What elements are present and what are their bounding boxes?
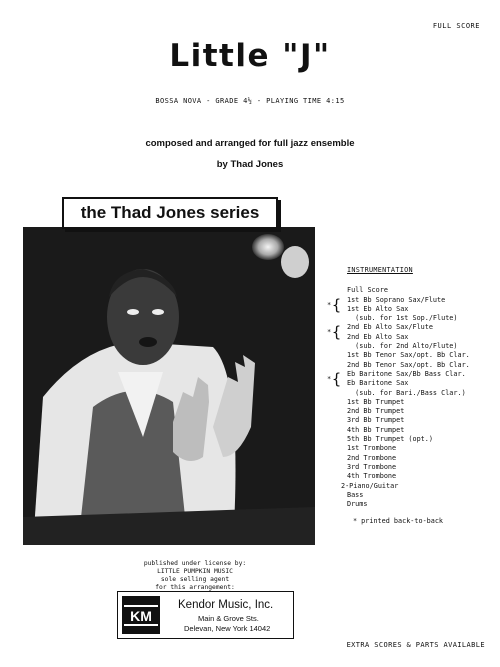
instrument-item: Bass xyxy=(347,490,364,499)
series-label: the Thad Jones series xyxy=(62,197,278,229)
instrument-item: 1st Eb Alto Sax xyxy=(347,304,409,313)
instrument-item: 1st Trombone xyxy=(347,444,397,453)
instrumentation-list xyxy=(327,266,497,527)
instrument-item: * { 1st Bb Soprano Sax/Flute xyxy=(327,295,446,314)
licensor-name: LITTLE PUMPKIN MUSIC xyxy=(157,568,233,575)
publisher-name: Kendor Music, Inc. xyxy=(178,599,274,611)
extra-scores-note: EXTRA SCORES & PARTS AVAILABLE xyxy=(346,641,485,649)
instrument-item: * { Eb Baritone Sax/Bb Bass Clar. xyxy=(327,369,466,388)
conductor-photo xyxy=(23,227,315,545)
instrument-item: (sub. for 1st Sop./Flute) xyxy=(347,314,458,323)
logo-text: KM xyxy=(130,608,152,624)
piece-subtitle: BOSSA NOVA - GRADE 4½ - PLAYING TIME 4:15 xyxy=(155,97,345,105)
instrument-item: 5th Bb Trumpet (opt.) xyxy=(347,435,433,444)
instrument-item: 4th Bb Trumpet xyxy=(347,425,405,434)
instrument-item: 1st Bb Tenor Sax/opt. Bb Clar. xyxy=(347,351,470,360)
instrument-item: 2nd Eb Alto Sax xyxy=(347,332,409,341)
instrument-item: 2-Piano/Guitar xyxy=(341,481,399,490)
asterisk-marker: * xyxy=(327,374,332,383)
instrument-item: 2nd Trombone xyxy=(347,453,397,462)
asterisk-marker: * xyxy=(327,300,332,309)
instrument-item: Drums xyxy=(347,500,368,509)
instrument-item: (sub. for Bari./Bass Clar.) xyxy=(347,388,466,397)
instrumentation-heading: INSTRUMENTATION xyxy=(347,266,413,274)
publisher-address-line1: Main & Grove Sts. xyxy=(198,614,259,623)
instrument-item: (sub. for 2nd Alto/Flute) xyxy=(347,342,458,351)
license-line: published under license by: xyxy=(143,560,247,567)
brace-icon: { xyxy=(332,369,342,388)
publisher-address-line2: Delevan, New York 14042 xyxy=(184,624,271,633)
instrument-item: * { 2nd Eb Alto Sax/Flute xyxy=(327,323,433,342)
publisher-box xyxy=(117,591,294,639)
instrument-item: 2nd Bb Tenor Sax/opt. Bb Clar. xyxy=(347,360,470,369)
full-score-label: FULL SCORE xyxy=(432,22,480,30)
instrument-item: 3rd Trombone xyxy=(347,462,397,471)
instrument-item: 1st Bb Trumpet xyxy=(347,397,405,406)
composer-byline: by Thad Jones xyxy=(216,159,284,170)
asterisk-marker: * xyxy=(327,328,332,337)
publisher-license-note xyxy=(140,560,250,592)
composed-line: composed and arranged for full jazz ensemble xyxy=(145,138,355,149)
instrument-item: Full Score xyxy=(347,286,388,295)
arrangement-line: for this arrangement: xyxy=(155,584,235,591)
instrument-item: 4th Trombone xyxy=(347,472,397,481)
brace-icon: { xyxy=(332,295,342,314)
instrument-item: 2nd Bb Trumpet xyxy=(347,407,405,416)
agent-line: sole selling agent xyxy=(160,576,230,583)
kendor-logo-icon xyxy=(122,596,160,634)
instrument-item: Eb Baritone Sax xyxy=(347,379,409,388)
instrument-item: 3rd Bb Trumpet xyxy=(347,416,405,425)
brace-icon: { xyxy=(332,323,342,342)
piece-title: Little "J" xyxy=(169,38,331,74)
instrumentation-footnote: * printed back-to-back xyxy=(353,517,444,526)
